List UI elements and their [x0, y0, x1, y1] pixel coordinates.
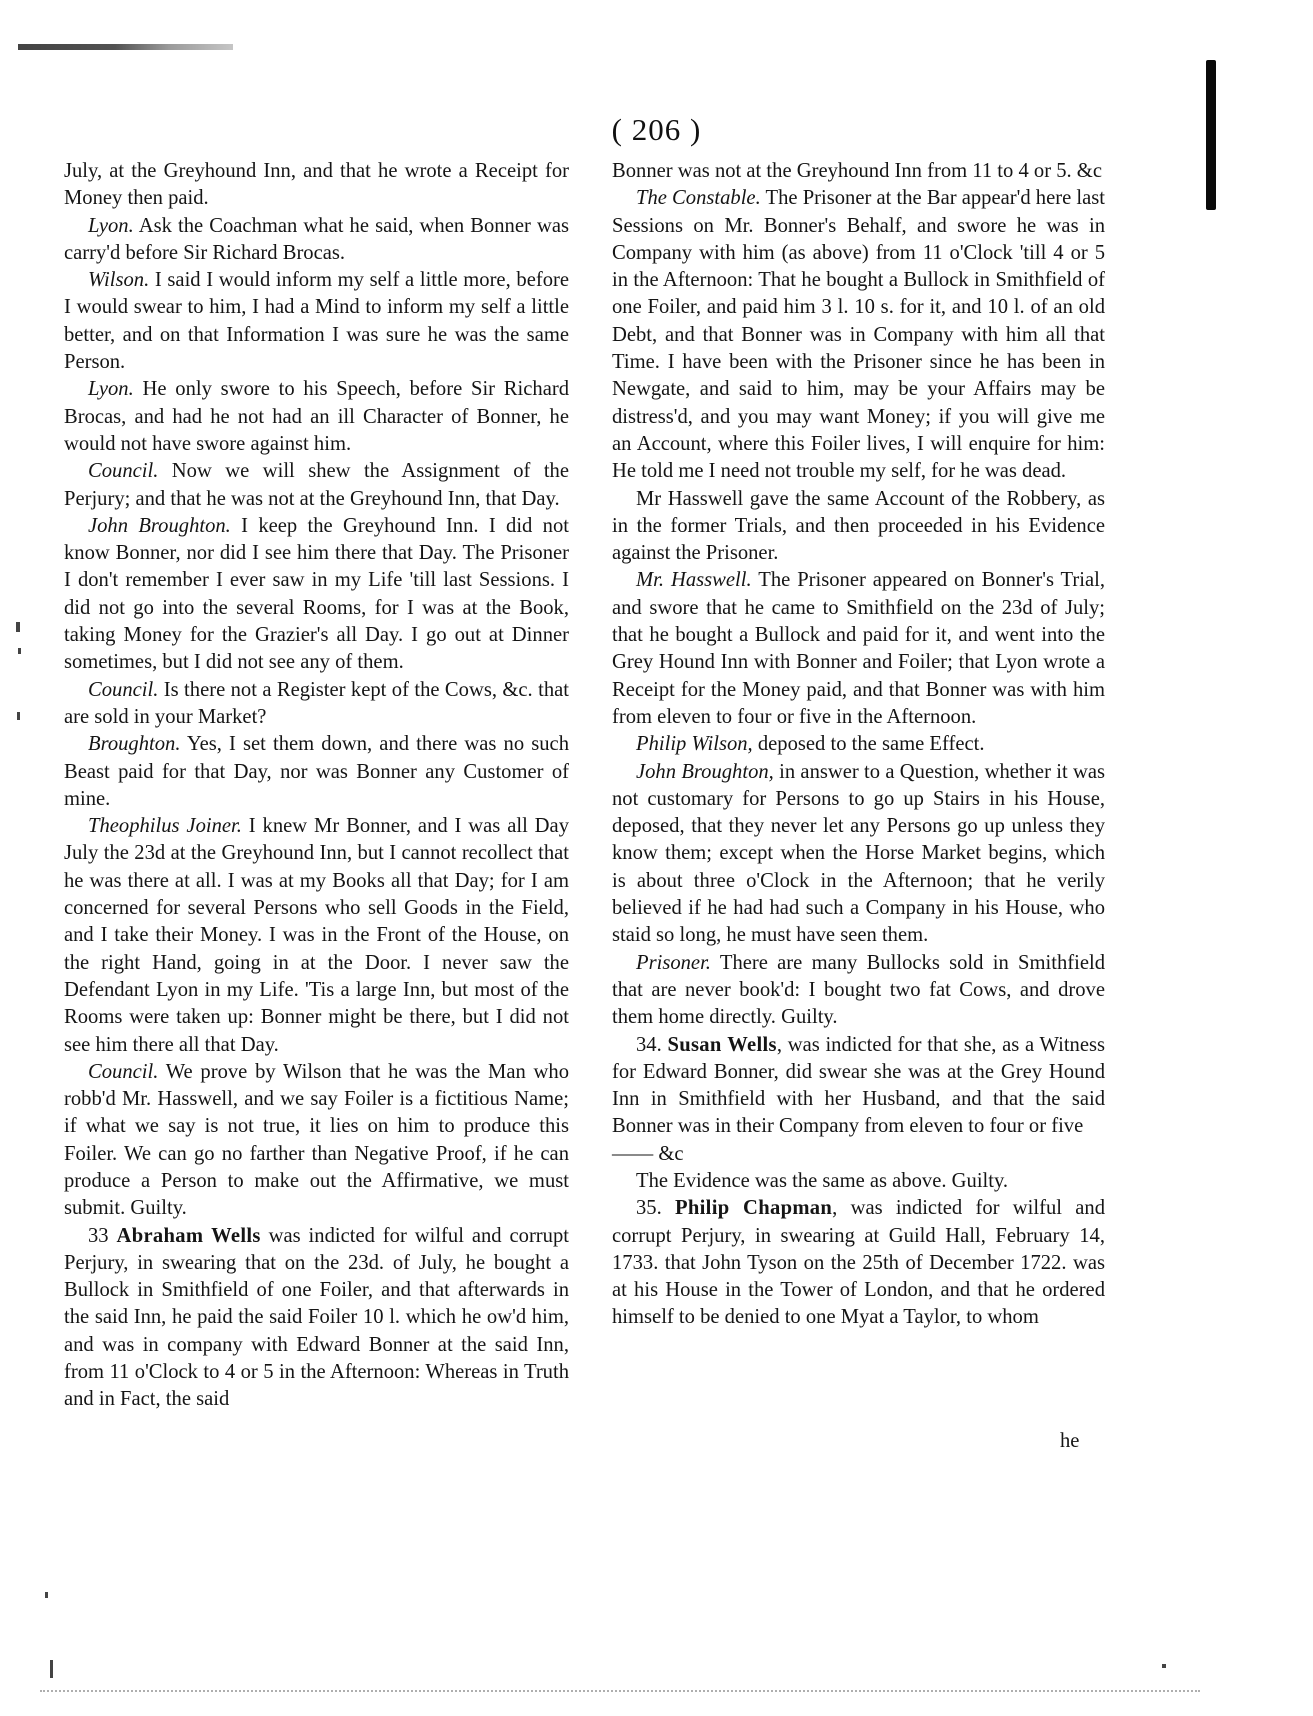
entry-number: 35.	[636, 1197, 676, 1220]
paragraph	[64, 213, 569, 268]
paragraph-text: The Prisoner appeared on Bonner's Trial, and swore that he came to Smithfield on the 23d of July; that he bought a Bullock and paid for it, and went into the Grey Hound Inn with Bonner and Foiler; that Lyon wrote a Receipt for the Money paid, and that Bonner was with him from eleven to four or five in the Afternoon.	[612, 569, 1105, 728]
page-number: ( 206 )	[611, 112, 702, 147]
paragraph-text: He only swore to his Speech, before Sir Richard Brocas, and had he not had an ill Character of Bonner, he would not have swore against him.	[64, 378, 569, 455]
paragraph	[612, 1141, 1105, 1168]
speaker-name: John Broughton,	[636, 760, 774, 783]
defendant-name: Abraham Wells	[116, 1224, 261, 1247]
entry-number: 33	[88, 1224, 117, 1247]
speaker-name: Lyon.	[88, 214, 134, 237]
paragraph-text: in answer to a Question, whether it was not customary for Persons to go up Stairs in his House, deposed, that they never let any Persons go up unless they know them; except when the Horse Market begins, which is about three o'Clock in the Afternoon; that he verily believed if he had had such a Company in his House, who staid so long, he must have seen them.	[612, 760, 1105, 947]
paragraph	[612, 1032, 1105, 1141]
scan-speck	[17, 712, 20, 720]
speaker-name: Lyon.	[88, 378, 134, 401]
defendant-name: Philip Chapman	[675, 1197, 833, 1220]
paragraph-text: We prove by Wilson that he was the Man who robb'd Mr. Hasswell, and we say Foiler is a fictitious Name; if what we say is not true, it lies on him to produce this Foiler. We can go no farther than Negative Proof, if he can produce a Person to make out the Affirmative, we must submit. Guilty.	[64, 1060, 569, 1220]
paragraph	[64, 458, 569, 513]
paragraph	[64, 376, 569, 458]
paragraph	[612, 1168, 1105, 1195]
right-column	[612, 158, 1105, 1332]
paragraph-text: July, at the Greyhound Inn, and that he wrote a Receipt for Money then paid.	[64, 160, 569, 210]
scan-speck	[50, 1660, 53, 1678]
scan-speck	[16, 622, 20, 632]
speaker-name: John Broughton.	[88, 514, 231, 537]
entry-number: 34.	[636, 1033, 668, 1056]
paragraph	[64, 158, 569, 213]
paragraph-text: The Prisoner at the Bar appear'd here last Sessions on Mr. Bonner's Behalf, and swore he was in Company with him (as above) from 11 o'Clock 'till 4 or 5 in the Afternoon: That he bought a Bullock in Smithfield of one Foiler, and paid him 3 l. 10 s. for it, and 10 l. of an old Debt, and that Bonner was in Company with him all that Time. I have been with the Prisoner since he has been in Newgate, and said to him, may be your Affairs may be distress'd, and you may want Money; if you will give me an Account, where this Foiler lives, I will enquire for him: He told me I need not trouble my self, for he was dead.	[612, 187, 1105, 483]
paragraph	[612, 950, 1105, 1032]
paragraph	[612, 567, 1105, 731]
scan-border-top	[18, 44, 233, 50]
scan-speck	[1162, 1664, 1166, 1668]
paragraph	[612, 486, 1105, 568]
paragraph	[612, 1195, 1105, 1331]
paragraph	[64, 813, 569, 1059]
paragraph	[64, 513, 569, 677]
paragraph	[64, 731, 569, 813]
paragraph	[612, 759, 1105, 950]
scan-speck	[18, 648, 21, 654]
speaker-name: Council.	[88, 460, 159, 483]
paragraph	[64, 1059, 569, 1223]
speaker-name: Council.	[88, 678, 159, 701]
paragraph-text: I keep the Greyhound Inn. I did not know Bonner, nor did I see him there that Day. The Prisoner I don't remember I ever saw in my Life 'till last Sessions. I did not go into the several Rooms, for I was at the Book, taking Money for the Grazier's all Day. I go out at Dinner sometimes, but I did not see any of them.	[64, 514, 569, 674]
defendant-name: Susan Wells	[667, 1033, 777, 1056]
paragraph	[64, 1223, 569, 1414]
paragraph-text: deposed to the same Effect.	[752, 733, 985, 756]
left-column	[64, 158, 569, 1414]
paragraph-text: , was indicted for that she, as a Witness for Edward Bonner, did swear she was at the Grey Hound Inn in Smithfield with her Husband, and that the said Bonner was in their Company from eleven to four or five	[612, 1033, 1106, 1138]
paragraph	[612, 731, 1105, 758]
paragraph-text: Now we will shew the Assignment of the Perjury; and that he was not at the Greyhound Inn, that Day.	[64, 460, 569, 510]
paragraph-text: —— &c	[612, 1142, 684, 1165]
speaker-name: Wilson.	[88, 269, 150, 292]
paragraph-text: was indicted for wilful and corrupt Perjury, in swearing that on the 23d. of July, he bought a Bullock in Smithfield of one Foiler, and that afterwards in the said Inn, he paid the said Foiler 10 l. which he ow'd him, and was in company with Edward Bonner at the said Inn, from 11 o'Clock to 4 or 5 in the Afternoon: Whereas in Truth and in Fact, the said	[64, 1224, 569, 1411]
paragraph-text: Yes, I set them down, and there was no such Beast paid for that Day, nor was Bonner any Customer of mine.	[64, 733, 569, 810]
catchword: he	[1060, 1430, 1080, 1452]
speaker-name: Broughton.	[88, 733, 181, 756]
paragraph-text: Mr Hasswell gave the same Account of the Robbery, as in the former Trials, and then proceeded in his Evidence against the Prisoner.	[612, 487, 1105, 565]
scan-border-bottom	[40, 1690, 1200, 1695]
paragraph-text: Ask the Coachman what he said, when Bonner was carry'd before Sir Richard Brocas.	[64, 214, 569, 264]
paragraph-text: I said I would inform my self a little more, before I would swear to him, I had a Mind to inform my self a little better, and on that Information I was sure he was the same Person.	[64, 269, 569, 374]
paragraph-text: Bonner was not at the Greyhound Inn from 11 to 4 or 5. &c	[612, 160, 1102, 182]
speaker-name: Philip Wilson,	[636, 733, 753, 756]
paragraph	[64, 267, 569, 376]
speaker-name: The Constable.	[636, 187, 761, 210]
paragraph	[612, 158, 1105, 185]
speaker-name: Council.	[88, 1060, 159, 1083]
speaker-name: Prisoner.	[636, 951, 711, 974]
paragraph	[64, 677, 569, 732]
paragraph-text: , was indicted for wilful and corrupt Perjury, in swearing at Guild Hall, February 14, 1733. that John Tyson on the 25th of December 1722. was at his House in the Tower of London, and that he ordered himself to be denied to one Myat a Taylor, to whom	[612, 1197, 1106, 1329]
paragraph-text: I knew Mr Bonner, and I was all Day July the 23d at the Greyhound Inn, but I cannot recollect that he was there at all. I was at my Books all that Day; for I am concerned for several Persons who sell Goods in the Field, and I take their Money. I was in the Front of the House, on the right Hand, going in at the Door. I never saw the Defendant Lyon in my Life. 'Tis a large Inn, but most of the Rooms were taken up: Bonner might be there, but I did not see him there all that Day.	[64, 815, 569, 1056]
paragraph-text: Is there not a Register kept of the Cows, &c. that are sold in your Market?	[64, 678, 569, 728]
speaker-name: Theophilus Joiner.	[88, 815, 242, 838]
scan-speck	[45, 1592, 48, 1598]
paragraph	[612, 185, 1105, 485]
speaker-name: Mr. Hasswell.	[636, 569, 752, 592]
paragraph-text: There are many Bullocks sold in Smithfield that are never book'd: I bought two fat Cows, and drove them home directly. Guilty.	[612, 951, 1105, 1029]
paragraph-text: The Evidence was the same as above. Guilty.	[636, 1169, 1009, 1192]
